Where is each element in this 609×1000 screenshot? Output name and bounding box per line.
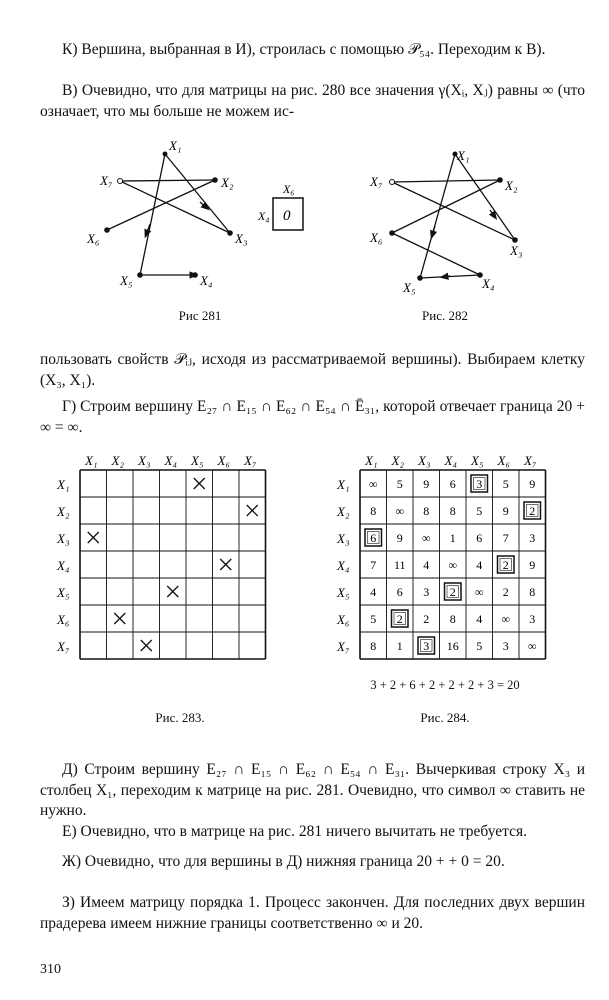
fig281-box-value: 0 bbox=[283, 208, 291, 224]
paragraph-k: К) Вершина, выбранная в И), строилась с помощью 𝒫₅₄. Переходим к В). bbox=[62, 41, 546, 58]
fig281-box-top: X₆ bbox=[283, 182, 295, 196]
sum-line: 3 + 2 + 6 + 2 + 2 + 2 + 3 = 20 bbox=[370, 678, 520, 692]
matrix-cell: 1 bbox=[396, 639, 403, 653]
fig282-label-x6: X₆ bbox=[370, 230, 383, 245]
matrix-cell: 3 bbox=[423, 639, 430, 653]
col-header: X₅ bbox=[191, 453, 204, 468]
matrix-cell: 4 bbox=[476, 612, 483, 626]
matrix-cell: 5 bbox=[502, 477, 509, 491]
matrix-cell: 4 bbox=[423, 558, 430, 572]
matrix-cell: 3 bbox=[423, 585, 430, 599]
matrix-cell: 5 bbox=[396, 477, 403, 491]
matrix-cell: 3 bbox=[476, 477, 483, 491]
cross-mark bbox=[167, 586, 178, 597]
matrix-cell: 9 bbox=[396, 531, 403, 545]
fig281-label-x2: X₂ bbox=[221, 175, 234, 190]
matrix-cell: 8 bbox=[449, 504, 456, 518]
matrix-cell: 6 bbox=[476, 531, 483, 545]
matrix-cell: 1 bbox=[449, 531, 456, 545]
matrix-cell: 11 bbox=[393, 558, 406, 572]
matrix-cell: 6 bbox=[370, 531, 377, 545]
matrix-cell: 5 bbox=[476, 639, 483, 653]
col-header: X₆ bbox=[217, 453, 230, 468]
row-header: X₅ bbox=[57, 585, 70, 600]
col-header: X₅ bbox=[471, 453, 484, 468]
matrix-cell: 4 bbox=[476, 558, 483, 572]
fig281-label-x7: X₇ bbox=[100, 173, 113, 188]
col-header: X₇ bbox=[244, 453, 257, 468]
matrix-cell: 5 bbox=[476, 504, 483, 518]
col-header: X₃ bbox=[418, 453, 431, 468]
matrix-cell: ∞ bbox=[368, 477, 378, 491]
col-header: X₁ bbox=[85, 453, 98, 468]
paragraph-v: В) Очевидно, что для матрицы на рис. 280 все значения γ(Xᵢ, Xⱼ) равны ∞ (что означает, что мы больше не можем ис- bbox=[40, 82, 585, 120]
fig281-caption: Рис 281 bbox=[178, 308, 222, 323]
paragraph-e: Е) Очевидно, что в матрице на рис. 281 ничего вычитать не требуется. bbox=[62, 823, 527, 840]
matrix-cell: 2 bbox=[449, 585, 456, 599]
cross-mark bbox=[247, 505, 258, 516]
paragraph-v2: пользовать свойств 𝒫ᵢⱼ, исходя из рассматриваемой вершины). Выбираем клетку (X₃, X₁). bbox=[40, 351, 585, 389]
row-header: X₄ bbox=[337, 558, 350, 573]
fig282-caption: Рис. 282 bbox=[422, 308, 468, 323]
matrix-cell: 9 bbox=[423, 477, 430, 491]
page-number: 310 bbox=[40, 962, 61, 977]
cross-mark bbox=[114, 613, 125, 624]
matrix-cell: 2 bbox=[529, 504, 536, 518]
matrix-cell: 2 bbox=[423, 612, 430, 626]
fig281-label-x4: X₄ bbox=[200, 273, 213, 288]
matrix-cell: 9 bbox=[529, 477, 536, 491]
matrix-cell: 3 bbox=[529, 531, 536, 545]
paragraph-d: Д) Строим вершину E₂₇ ∩ E₁₅ ∩ E₆₂ ∩ E₅₄ ∩ E₃₁. Вычеркивая строку X₃ и столбец X₁, переходим к матрице на рис. 281. Очевидно, что символ ∞ ставить не нужно. bbox=[40, 761, 585, 819]
row-header: X₇ bbox=[57, 639, 70, 654]
fig282-label-x2: X₂ bbox=[505, 178, 518, 193]
fig281-label-x5: X₅ bbox=[120, 273, 133, 288]
row-header: X₃ bbox=[337, 531, 350, 546]
paragraph-zh: Ж) Очевидно, что для вершины в Д) нижняя граница 20 + + 0 = 20. bbox=[62, 853, 505, 870]
matrix-cell: 3 bbox=[529, 612, 536, 626]
matrix-cell: 9 bbox=[529, 558, 536, 572]
col-header: X₃ bbox=[138, 453, 151, 468]
col-header: X₂ bbox=[111, 453, 124, 468]
fig281-label-x3: X₃ bbox=[235, 231, 248, 246]
col-header: X₆ bbox=[497, 453, 510, 468]
matrix-cell: 8 bbox=[449, 612, 456, 626]
matrix-284 bbox=[335, 453, 555, 668]
cross-mark bbox=[88, 532, 99, 543]
row-header: X₂ bbox=[57, 504, 70, 519]
row-header: X₇ bbox=[337, 639, 350, 654]
fig284-caption: Рис. 284. bbox=[420, 710, 470, 725]
fig282-label-x4: X₄ bbox=[482, 276, 495, 291]
row-header: X₁ bbox=[337, 477, 350, 492]
matrix-cell: 16 bbox=[446, 639, 459, 653]
matrix-cell: 5 bbox=[370, 612, 377, 626]
matrix-cell: 6 bbox=[396, 585, 403, 599]
row-header: X₁ bbox=[57, 477, 70, 492]
matrix-cell: ∞ bbox=[474, 585, 484, 599]
matrix-cell: 4 bbox=[370, 585, 377, 599]
row-header: X₄ bbox=[57, 558, 70, 573]
row-header: X₂ bbox=[337, 504, 350, 519]
matrix-cell: 2 bbox=[502, 585, 509, 599]
matrix-cell: 7 bbox=[370, 558, 377, 572]
cross-mark bbox=[194, 478, 205, 489]
figure-282 bbox=[365, 140, 545, 300]
matrix-cell: 3 bbox=[502, 639, 509, 653]
fig281-label-x6: X₆ bbox=[87, 231, 100, 246]
row-header: X₆ bbox=[337, 612, 350, 627]
matrix-cell: ∞ bbox=[421, 531, 431, 545]
paragraph-g: Г) Строим вершину E₂₇ ∩ E₁₅ ∩ E₆₂ ∩ E₅₄ ∩ Ē₃₁, которой отвечает граница 20 + ∞ = ∞. bbox=[40, 398, 585, 436]
matrix-cell: ∞ bbox=[448, 558, 458, 572]
matrix-283 bbox=[55, 453, 275, 668]
matrix-cell: 2 bbox=[396, 612, 403, 626]
fig283-caption: Рис. 283. bbox=[155, 710, 205, 725]
col-header: X₂ bbox=[391, 453, 404, 468]
col-header: X₇ bbox=[524, 453, 537, 468]
matrix-cell: 2 bbox=[502, 558, 509, 572]
fig282-label-x3: X₃ bbox=[510, 243, 523, 258]
row-header: X₃ bbox=[57, 531, 70, 546]
fig282-label-x1: X₁ bbox=[457, 148, 470, 163]
row-header: X₆ bbox=[57, 612, 70, 627]
fig282-label-x7: X₇ bbox=[370, 174, 383, 189]
fig282-label-x5: X₅ bbox=[403, 280, 416, 295]
matrix-cell: 8 bbox=[370, 639, 377, 653]
cross-mark bbox=[220, 559, 231, 570]
fig281-label-x1: X₁ bbox=[169, 140, 182, 153]
matrix-cell: 6 bbox=[449, 477, 456, 491]
figure-281 bbox=[80, 140, 320, 300]
matrix-cell: 9 bbox=[502, 504, 509, 518]
matrix-cell: 7 bbox=[502, 531, 509, 545]
row-header: X₅ bbox=[337, 585, 350, 600]
matrix-cell: ∞ bbox=[501, 612, 511, 626]
matrix-cell: 8 bbox=[529, 585, 536, 599]
col-header: X₄ bbox=[164, 453, 177, 468]
matrix-cell: ∞ bbox=[527, 639, 537, 653]
matrix-cell: ∞ bbox=[395, 504, 405, 518]
col-header: X₁ bbox=[365, 453, 378, 468]
matrix-cell: 8 bbox=[423, 504, 430, 518]
fig281-box-left: X₄ bbox=[258, 209, 270, 223]
paragraph-z: З) Имеем матрицу порядка 1. Процесс закончен. Для последних двух вершин прадерева имеем нижние границы соответственно ∞ и 20. bbox=[40, 894, 585, 932]
cross-mark bbox=[141, 640, 152, 651]
col-header: X₄ bbox=[444, 453, 457, 468]
matrix-cell: 8 bbox=[370, 504, 377, 518]
